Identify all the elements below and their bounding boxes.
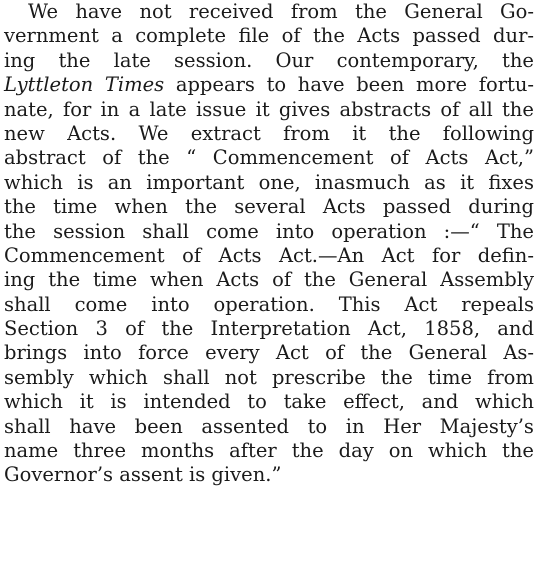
article-line-3: ing the late session. Our contemporary, the <box>4 48 534 72</box>
article-column <box>4 0 534 488</box>
article-line-18: shall have been assented to in Her Majesty’s <box>4 414 534 438</box>
article-line-13: shall come into operation. This Act repeals <box>4 292 534 316</box>
article-line-1: We have not received from the General Go- <box>28 0 534 23</box>
article-line-15: brings into force every Act of the General As- <box>4 341 534 365</box>
article-line-12: ing the time when Acts of the General Assembly <box>4 268 534 292</box>
article-line-5: nate, for in a late issue it gives abstracts of all the <box>4 97 534 121</box>
article-line-19: name three months after the day on which the <box>4 439 534 463</box>
article-line-20: Governor’s assent is given.” <box>4 463 282 487</box>
article-line-7: abstract of the “ Commencement of Acts Act,” <box>4 146 534 170</box>
article-line-2: vernment a complete file of the Acts passed dur- <box>4 24 534 48</box>
article-line-17: which it is intended to take effect, and which <box>4 390 534 414</box>
article-line-8: which is an important one, inasmuch as it fixes <box>4 170 534 194</box>
article-line-9: the time when the several Acts passed during <box>4 195 534 219</box>
article-line-14: Section 3 of the Interpretation Act, 1858, and <box>4 317 534 341</box>
article-line-11: Commencement of Acts Act.—An Act for defin- <box>4 243 534 267</box>
article-line-4: Lyttleton Times appears to have been more fortu- <box>4 73 534 97</box>
article-line-6: new Acts. We extract from it the following <box>4 121 534 145</box>
article-line-10: the session shall come into operation :—“ The <box>4 219 534 243</box>
article-line-16: sembly which shall not prescribe the time from <box>4 365 534 389</box>
